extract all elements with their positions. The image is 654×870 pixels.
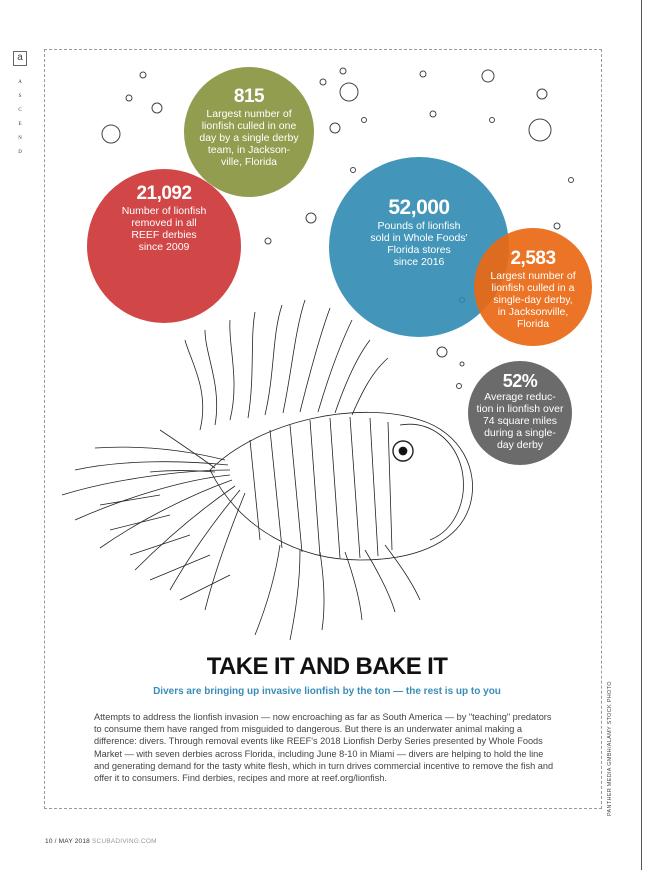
- section-letter: A: [18, 80, 22, 85]
- article-headline: TAKE IT AND BAKE IT: [206, 653, 448, 680]
- stat-text-line: day by a single derby: [199, 132, 299, 144]
- stat-number: 21,092: [136, 183, 192, 204]
- stat-text-line: Florida stores: [387, 244, 451, 256]
- stat-bubble-red: [87, 169, 241, 323]
- section-letter: D: [18, 150, 22, 155]
- stat-text-line: single-day derby,: [493, 294, 573, 306]
- stat-number: 815: [233, 86, 265, 107]
- article-body: Attempts to address the lionfish invasion — now encroaching as far as South America — by "teaching" predators to consume them have ranged from misguided to dangerous. But there is an underwater animal making a difference: divers. Through removal events like REEF's 2018 Lionfish Derby Series presented by Whole Foods Market — with seven derbies across Florida, including June 8-10 in Miami — divers are helping to hold the line and generating demand for the tasty white flesh, which in turn drives commercial incentive to remove the fish and offer it to consumers. Find derbies, recipes and more at reef.org/lionfish.: [94, 712, 554, 784]
- stat-text-line: REEF derbies: [131, 229, 197, 241]
- article-subhead: Divers are bringing up invasive lionfish by the ton — the rest is up to you: [153, 686, 501, 697]
- stat-text-line: Largest number of: [490, 270, 576, 282]
- section-letter: S: [18, 94, 22, 99]
- stat-text-line: sold in Whole Foods': [370, 232, 468, 244]
- stat-bubble-orange: [474, 228, 592, 346]
- section-letter: E: [18, 122, 22, 127]
- stat-bubble-gray: [468, 361, 572, 465]
- stat-text-line: 74 square miles: [482, 415, 558, 427]
- stat-number: 52,000: [388, 196, 450, 219]
- stat-text-line: lionfish culled in one: [201, 120, 297, 132]
- section-letter: C: [18, 108, 22, 113]
- section-letter: N: [18, 136, 22, 141]
- stat-text-line: tion in lionfish over: [476, 403, 564, 415]
- stat-text-line: removed in all: [131, 217, 197, 229]
- stat-text-line: Pounds of lionfish: [377, 220, 461, 232]
- stat-text-line: since 2016: [393, 256, 445, 268]
- stat-text-line: in Jacksonville,: [497, 306, 569, 318]
- stat-bubble-olive: [184, 67, 314, 197]
- folio-site: SCUBADIVING.COM: [92, 838, 157, 845]
- photo-credit: PANTHER MEDIA GMBH/ALAMY STOCK PHOTO: [607, 681, 613, 816]
- stat-text-line: day derby: [496, 439, 544, 451]
- stat-text-line: during a single-: [484, 427, 556, 439]
- stat-text-line: since 2009: [138, 241, 190, 253]
- stat-text-line: team, in Jackson-: [207, 144, 291, 156]
- stat-text-line: Florida: [516, 318, 550, 330]
- stat-number: 52%: [502, 371, 538, 391]
- stat-text-line: lionfish culled in a: [491, 282, 575, 294]
- stat-text-line: ville, Florida: [220, 156, 278, 168]
- folio-page: 10 / MAY 2018: [45, 838, 90, 845]
- stat-text-line: Average reduc-: [484, 391, 556, 403]
- stat-number: 2,583: [510, 248, 556, 269]
- section-logo: a: [13, 51, 27, 66]
- page-folio: [45, 838, 157, 845]
- stat-text-line: Number of lionfish: [121, 205, 207, 217]
- stat-text-line: Largest number of: [206, 108, 292, 120]
